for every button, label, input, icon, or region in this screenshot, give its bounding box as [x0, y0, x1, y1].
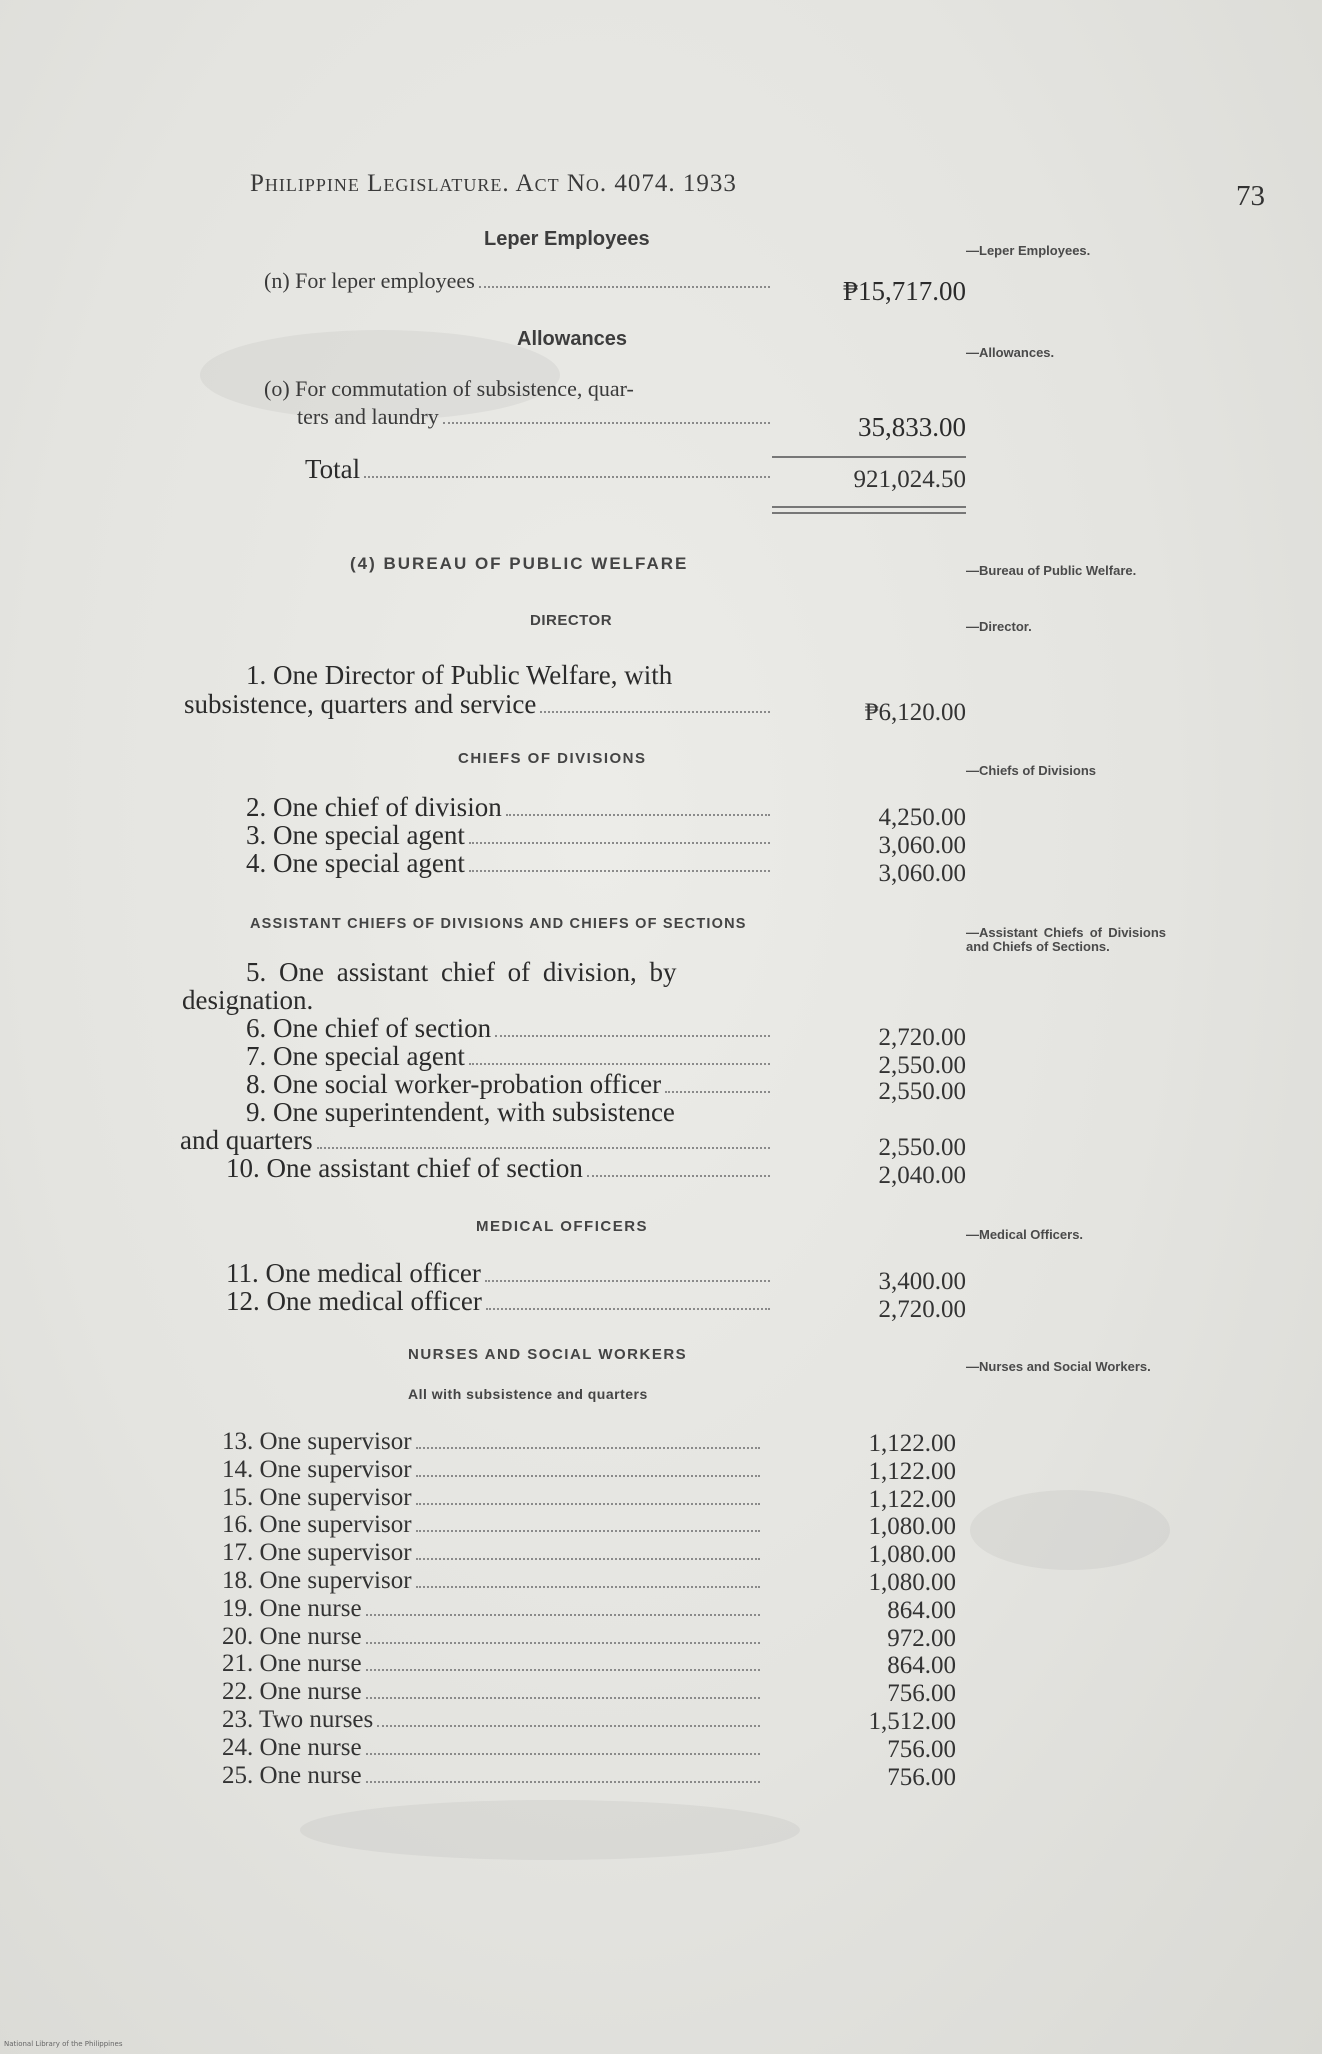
leader-dots	[443, 421, 770, 424]
total-amount: 921,024.50	[853, 466, 966, 493]
leader-dots	[366, 1780, 760, 1783]
amount-chief-3: 3,060.00	[878, 832, 966, 859]
margin-note-nurses: —Nurses and Social Workers.	[966, 1359, 1151, 1374]
leader-dots	[416, 1557, 760, 1560]
leader-dots	[587, 1174, 770, 1177]
line-item-text: 16. One supervisor	[222, 1511, 412, 1538]
line-item-text: 8. One social worker-probation officer	[246, 1069, 662, 1099]
amount-nurse: 864.00	[887, 1652, 956, 1679]
leader-dots	[366, 1752, 760, 1755]
amount-nurse: 1,080.00	[868, 1513, 956, 1540]
line-item-text: (n) For leper employees	[264, 268, 475, 293]
line-item-chief-3	[246, 820, 774, 851]
line-item-text: subsistence, quarters and service	[184, 689, 537, 719]
line-item-nurse	[222, 1428, 764, 1456]
section-heading-assistants: ASSISTANT CHIEFS OF DIVISIONS AND CHIEFS OF SECTIONS	[250, 916, 747, 932]
line-item-assistant-5-line1: 5. One assistant chief of division, by	[246, 957, 677, 987]
amount-chief-4: 3,060.00	[878, 860, 966, 887]
line-item-assistant-7	[246, 1041, 774, 1072]
line-item-text: and quarters	[180, 1125, 313, 1155]
line-item-assistant-9-line2	[180, 1125, 774, 1156]
line-item-nurse	[222, 1595, 764, 1623]
leader-dots	[540, 710, 770, 713]
amount-medical-11: 3,400.00	[878, 1268, 966, 1295]
line-item-text: 14. One supervisor	[222, 1456, 412, 1483]
line-item-text: 3. One special agent	[246, 820, 465, 850]
amount-nurse: 1,080.00	[868, 1541, 956, 1568]
line-item-nurse	[222, 1762, 764, 1790]
total-double-rule-2	[772, 512, 966, 514]
line-item-text: ters and laundry	[297, 404, 439, 429]
line-item-assistant-10	[226, 1153, 774, 1184]
leader-dots	[366, 1668, 760, 1671]
line-item-text: 25. One nurse	[222, 1762, 362, 1789]
line-item-nurse	[222, 1511, 764, 1539]
leader-dots	[486, 1307, 770, 1310]
leader-dots	[366, 1696, 760, 1699]
line-item-medical-12	[226, 1286, 774, 1317]
amount-nurse: 756.00	[887, 1736, 956, 1763]
footer-credit: National Library of the Philippines	[4, 2040, 123, 2048]
amount-nurse: 756.00	[887, 1764, 956, 1791]
section-heading-leper-employees: Leper Employees	[484, 228, 650, 250]
amount-assistant-8: 2,550.00	[878, 1078, 966, 1105]
line-item-director-line2	[184, 689, 774, 720]
line-item-nurse	[222, 1706, 764, 1734]
leader-dots	[416, 1474, 760, 1477]
margin-note-allowances: —Allowances.	[966, 345, 1055, 360]
leader-dots	[416, 1585, 760, 1588]
leader-dots	[416, 1529, 760, 1532]
line-item-text: 23. Two nurses	[222, 1706, 374, 1733]
leader-dots	[377, 1724, 760, 1727]
line-item-text: 10. One assistant chief of section	[226, 1153, 583, 1183]
section-heading-allowances: Allowances	[517, 328, 628, 350]
amount-nurse: 1,512.00	[868, 1708, 956, 1735]
line-item-nurse	[222, 1623, 764, 1651]
margin-note-medical: —Medical Officers.	[966, 1227, 1084, 1242]
line-item-text: 17. One supervisor	[222, 1539, 412, 1566]
line-item-nurse	[222, 1456, 764, 1484]
line-item-text: 4. One special agent	[246, 848, 465, 878]
amount-nurse: 1,122.00	[868, 1458, 956, 1485]
line-item-chief-4	[246, 848, 774, 879]
line-item-nurse	[222, 1734, 764, 1762]
leader-dots	[416, 1502, 760, 1505]
leader-dots	[317, 1146, 770, 1149]
leader-dots	[469, 841, 770, 844]
section-heading-chiefs: CHIEFS OF DIVISIONS	[458, 750, 647, 767]
total-line	[305, 454, 774, 485]
margin-note-bureau: —Bureau of Public Welfare.	[966, 563, 1137, 578]
leader-dots	[366, 1641, 760, 1644]
leader-dots	[506, 813, 770, 816]
amount-director: ₱6,120.00	[864, 699, 966, 726]
amount-assistant-10: 2,040.00	[878, 1162, 966, 1189]
margin-note-chiefs: —Chiefs of Divisions	[966, 763, 1097, 778]
line-item-text: 13. One supervisor	[222, 1428, 412, 1455]
amount-nurse: 1,080.00	[868, 1569, 956, 1596]
total-label: Total	[305, 454, 361, 484]
line-item-text: 20. One nurse	[222, 1623, 362, 1650]
amount-nurse: 972.00	[887, 1625, 956, 1652]
line-item-director-line1: 1. One Director of Public Welfare, with	[246, 660, 673, 690]
section-heading-medical: MEDICAL OFFICERS	[476, 1218, 649, 1235]
scan-smudge	[300, 1800, 800, 1860]
line-item-text: 6. One chief of section	[246, 1013, 492, 1043]
amount-nurse: 864.00	[887, 1597, 956, 1624]
subheading-nurses: All with subsistence and quarters	[408, 1386, 648, 1402]
amount-nurse: 756.00	[887, 1680, 956, 1707]
line-item-allowances-line1: (o) For commutation of subsistence, quar-	[264, 376, 634, 401]
amount-assistant-6: 2,720.00	[878, 1024, 966, 1051]
margin-note-director: —Director.	[966, 619, 1032, 634]
line-item-text: 11. One medical officer	[226, 1258, 481, 1288]
amount-chief-2: 4,250.00	[878, 804, 966, 831]
leader-dots	[469, 1062, 770, 1065]
leader-dots	[485, 1279, 770, 1282]
section-heading-bureau: (4) BUREAU OF PUBLIC WELFARE	[350, 554, 689, 573]
amount-assistant-7: 2,550.00	[878, 1052, 966, 1079]
line-item-leper-employees	[264, 268, 774, 294]
amount-leper-employees: ₱15,717.00	[842, 276, 966, 306]
line-item-nurse	[222, 1678, 764, 1706]
line-item-assistant-5-line2: designation.	[182, 985, 314, 1015]
line-item-allowances-line2	[297, 404, 774, 430]
amount-nurse: 1,122.00	[868, 1486, 956, 1513]
line-item-text: 15. One supervisor	[222, 1484, 412, 1511]
line-item-text: 19. One nurse	[222, 1595, 362, 1622]
line-item-assistant-9-line1: 9. One superintendent, with subsistence	[246, 1097, 675, 1127]
line-item-assistant-8	[246, 1069, 774, 1100]
line-item-assistant-6	[246, 1013, 774, 1044]
line-item-text: 12. One medical officer	[226, 1286, 482, 1316]
leader-dots	[665, 1090, 770, 1093]
line-item-nurse	[222, 1650, 764, 1678]
leader-dots	[495, 1034, 770, 1037]
amount-nurse: 1,122.00	[868, 1430, 956, 1457]
leader-dots	[479, 285, 770, 288]
line-item-text: 21. One nurse	[222, 1650, 362, 1677]
amount-allowances: 35,833.00	[858, 412, 966, 442]
amount-medical-12: 2,720.00	[878, 1296, 966, 1323]
leader-dots	[364, 475, 770, 478]
margin-note-leper-employees: —Leper Employees.	[966, 243, 1091, 258]
running-title: Philippine Legislature. Act No. 4074. 1933	[250, 170, 737, 197]
line-item-text: 2. One chief of division	[246, 792, 502, 822]
leader-dots	[416, 1446, 760, 1449]
margin-note-assistants: —Assistant Chiefs of Divisions and Chiefs of Sections.	[966, 925, 1166, 954]
line-item-text: 7. One special agent	[246, 1041, 465, 1071]
line-item-nurse	[222, 1484, 764, 1512]
section-heading-nurses: NURSES AND SOCIAL WORKERS	[408, 1346, 688, 1363]
line-item-chief-2	[246, 792, 774, 823]
line-item-text: 22. One nurse	[222, 1678, 362, 1705]
total-double-rule-1	[772, 506, 966, 508]
line-item-text: 24. One nurse	[222, 1734, 362, 1761]
leader-dots	[366, 1613, 760, 1616]
line-item-nurse	[222, 1539, 764, 1567]
amount-assistant-9: 2,550.00	[878, 1134, 966, 1161]
page-number: 73	[1236, 180, 1265, 212]
scan-smudge	[970, 1490, 1170, 1570]
total-rule-top	[772, 456, 966, 458]
line-item-medical-11	[226, 1258, 774, 1289]
line-item-text: 18. One supervisor	[222, 1567, 412, 1594]
leader-dots	[469, 869, 770, 872]
section-heading-director: DIRECTOR	[530, 612, 613, 629]
line-item-nurse	[222, 1567, 764, 1595]
